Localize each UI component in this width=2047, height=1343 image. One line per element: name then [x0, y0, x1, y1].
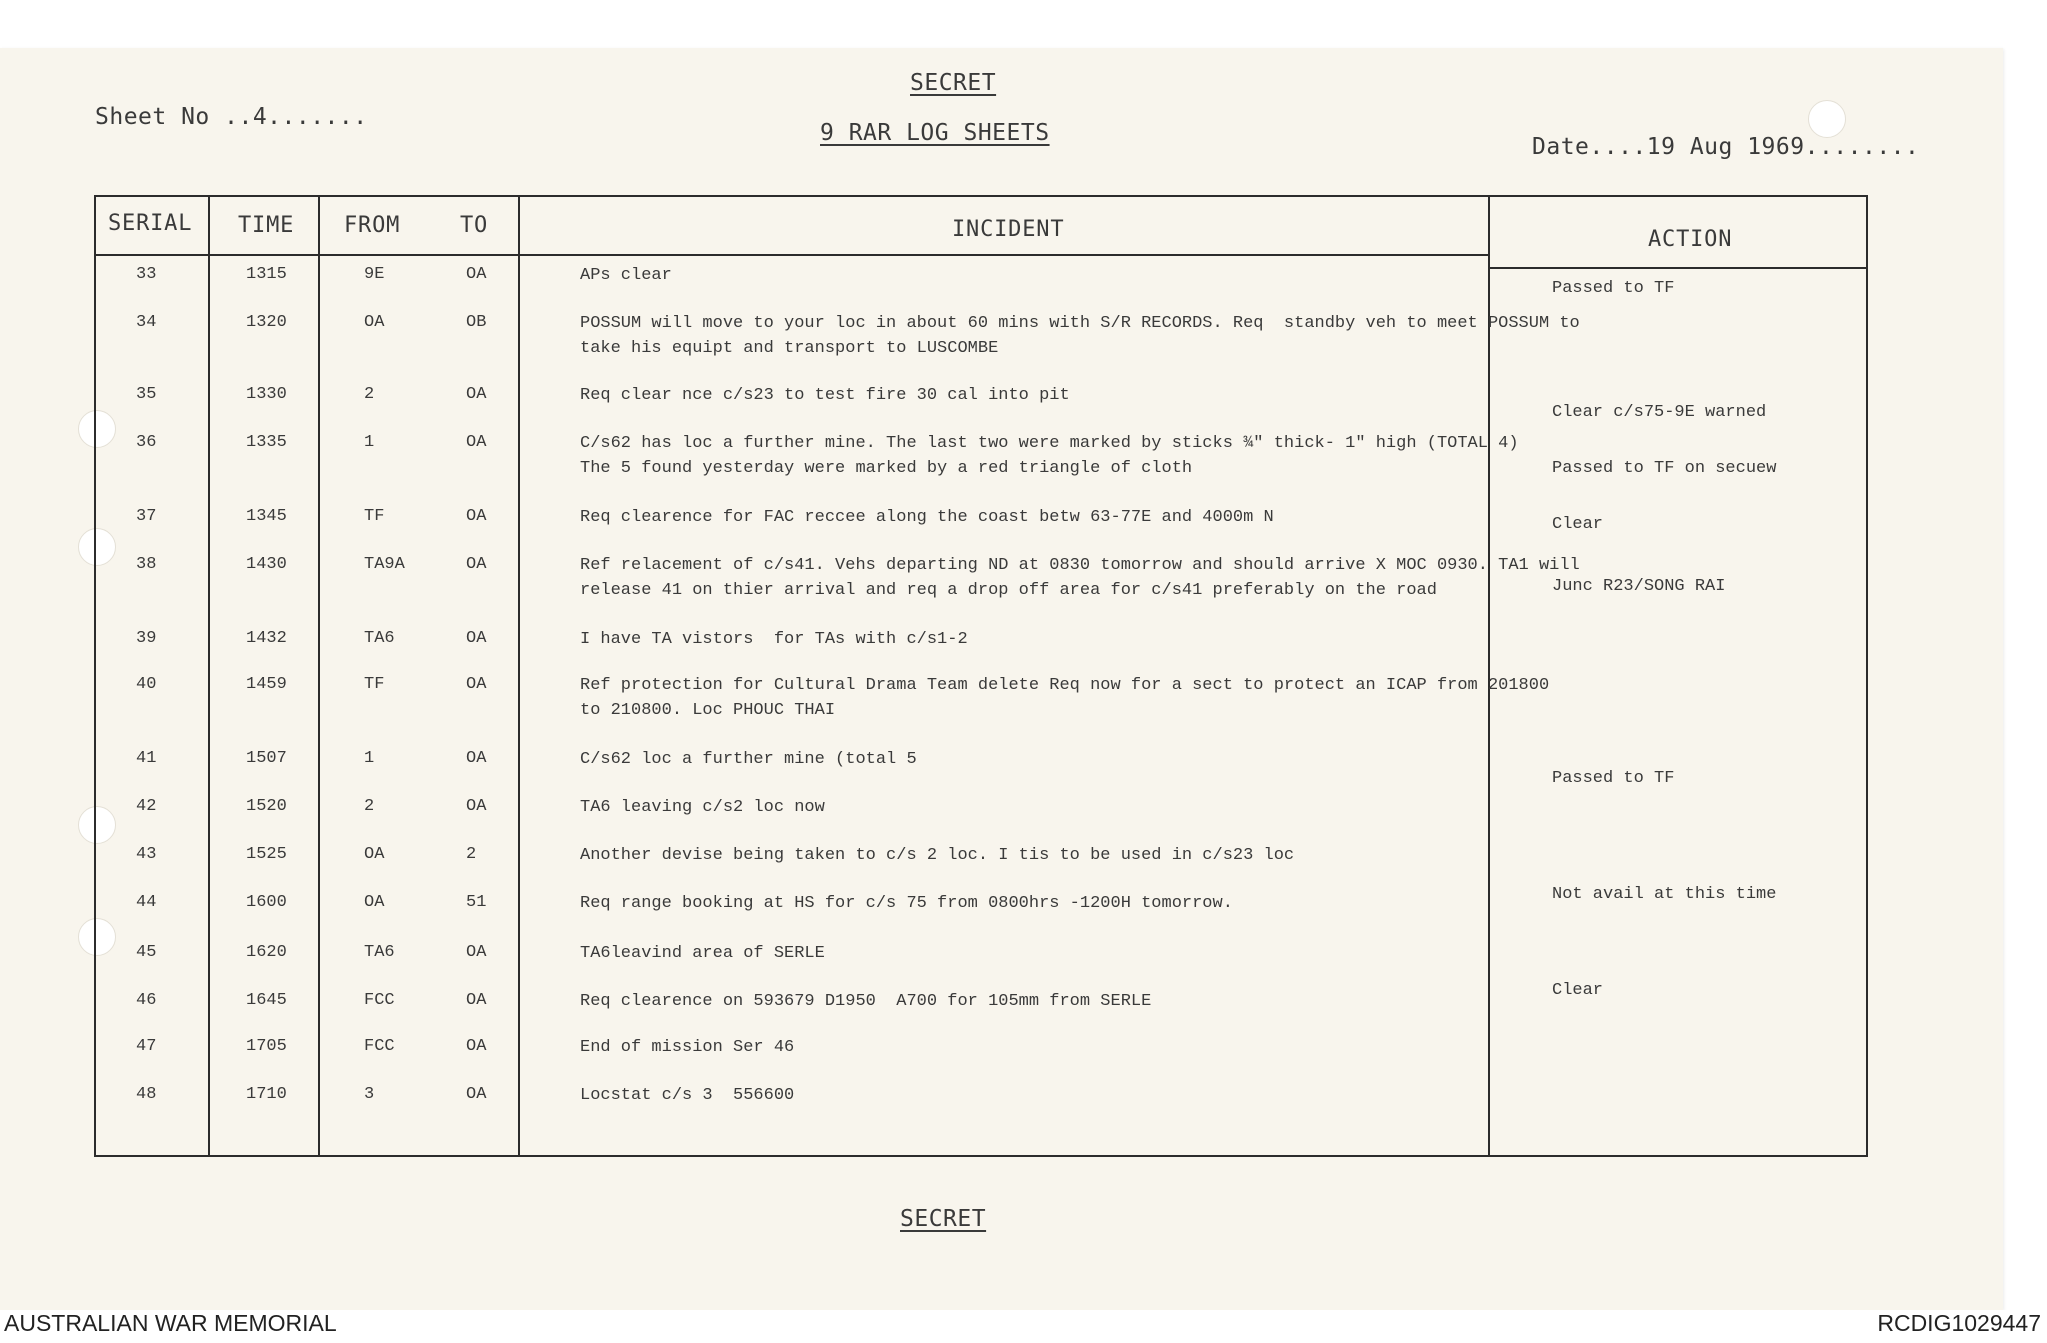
serial-cell: 39 [136, 629, 157, 648]
incident-cell: Req clearence for FAC reccee along the coast betw 63-77E and 4000m N [580, 508, 1274, 527]
classification-bottom: SECRET [900, 1206, 987, 1232]
time-cell: 1459 [246, 675, 287, 694]
serial-cell: 46 [136, 991, 157, 1010]
to-cell: OA [466, 385, 487, 404]
action-cell: Not avail at this time [1552, 885, 1777, 904]
to-cell: OA [466, 433, 487, 452]
from-cell: TF [364, 507, 385, 526]
time-cell: 1432 [246, 629, 287, 648]
serial-cell: 36 [136, 433, 157, 452]
serial-cell: 34 [136, 313, 157, 332]
time-cell: 1705 [246, 1037, 287, 1056]
to-cell: 2 [466, 845, 477, 864]
header-from: FROM [344, 213, 401, 238]
to-cell: OA [466, 265, 487, 284]
incident-cell: POSSUM will move to your loc in about 60 mins with S/R RECORDS. Req standby veh to meet POSSUM to take his equipt and transport to LUSCOMBE [580, 314, 1580, 358]
incident-cell: TA6 leaving c/s2 loc now [580, 798, 825, 817]
from-cell: 2 [364, 385, 375, 404]
to-cell: OA [466, 991, 487, 1010]
serial-cell: 38 [136, 555, 157, 574]
incident-cell: Another devise being taken to c/s 2 loc. I tis to be used in c/s23 loc [580, 846, 1295, 865]
action-cell: Clear [1552, 981, 1604, 1000]
header-time: TIME [238, 213, 295, 238]
to-cell: OA [466, 675, 487, 694]
serial-cell: 37 [136, 507, 157, 526]
to-cell: OA [466, 1037, 487, 1056]
from-cell: OA [364, 845, 385, 864]
incident-cell: TA6leavind area of SERLE [580, 944, 825, 963]
to-cell: OB [466, 313, 487, 332]
header-divider [1488, 267, 1866, 269]
action-cell: Passed to TF on secuew [1552, 459, 1777, 478]
footer-source: AUSTRALIAN WAR MEMORIAL [4, 1310, 337, 1336]
action-cell: Clear c/s75-9E warned [1552, 403, 1767, 422]
header-to: TO [460, 213, 489, 238]
to-cell: OA [466, 629, 487, 648]
log-date: Date....19 Aug 1969........ [1532, 134, 1920, 160]
time-cell: 1525 [246, 845, 287, 864]
from-cell: 1 [364, 433, 375, 452]
to-cell: OA [466, 507, 487, 526]
time-cell: 1430 [246, 555, 287, 574]
from-cell: TA6 [364, 943, 395, 962]
from-cell: 1 [364, 749, 375, 768]
time-cell: 1645 [246, 991, 287, 1010]
from-cell: 2 [364, 797, 375, 816]
to-cell: OA [466, 555, 487, 574]
from-cell: 3 [364, 1085, 375, 1104]
header-action: ACTION [1648, 227, 1733, 252]
serial-cell: 47 [136, 1037, 157, 1056]
incident-cell: Locstat c/s 3 556600 [580, 1086, 795, 1105]
time-cell: 1507 [246, 749, 287, 768]
time-cell: 1315 [246, 265, 287, 284]
serial-cell: 35 [136, 385, 157, 404]
from-cell: OA [364, 313, 385, 332]
to-cell: OA [466, 943, 487, 962]
incident-cell: Ref protection for Cultural Drama Team delete Req now for a sect to protect an ICAP from 201800 to 210800. Loc PHOUC THAI [580, 676, 1550, 720]
incident-cell: Req clear nce c/s23 to test fire 30 cal into pit [580, 386, 1070, 405]
sheet-number: Sheet No ..4....... [95, 104, 368, 130]
action-cell: Junc R23/SONG RAI [1552, 577, 1726, 596]
time-cell: 1600 [246, 893, 287, 912]
incident-cell: C/s62 loc a further mine (total 5 [580, 750, 917, 769]
serial-cell: 43 [136, 845, 157, 864]
header-incident: INCIDENT [952, 217, 1065, 242]
incident-cell: C/s62 has loc a further mine. The last two were marked by sticks ¾" thick- 1" high (TOTAL 4) The 5 found yesterday were marked by a red triangle of cloth [580, 434, 1519, 478]
time-cell: 1710 [246, 1085, 287, 1104]
time-cell: 1330 [246, 385, 287, 404]
time-cell: 1345 [246, 507, 287, 526]
incident-cell: End of mission Ser 46 [580, 1038, 795, 1057]
punch-hole [1808, 100, 1846, 138]
serial-cell: 48 [136, 1085, 157, 1104]
from-cell: FCC [364, 991, 395, 1010]
time-cell: 1320 [246, 313, 287, 332]
serial-cell: 42 [136, 797, 157, 816]
header-divider [96, 254, 1488, 256]
to-cell: OA [466, 797, 487, 816]
incident-cell: Req range booking at HS for c/s 75 from 0800hrs -1200H tomorrow. [580, 894, 1233, 913]
classification-top: SECRET [910, 70, 997, 96]
from-cell: TF [364, 675, 385, 694]
serial-cell: 41 [136, 749, 157, 768]
from-cell: OA [364, 893, 385, 912]
time-cell: 1520 [246, 797, 287, 816]
action-cell: Passed to TF [1552, 279, 1675, 298]
log-table [94, 195, 1868, 1157]
from-cell: 9E [364, 265, 385, 284]
serial-cell: 40 [136, 675, 157, 694]
header-serial: SERIAL [108, 211, 193, 236]
incident-cell: APs clear [580, 266, 672, 285]
from-cell: TA9A [364, 555, 405, 574]
serial-cell: 44 [136, 893, 157, 912]
action-cell: Clear [1552, 515, 1604, 534]
from-cell: TA6 [364, 629, 395, 648]
to-cell: OA [466, 749, 487, 768]
action-cell: Passed to TF [1552, 769, 1675, 788]
serial-cell: 33 [136, 265, 157, 284]
incident-cell: I have TA vistors for TAs with c/s1-2 [580, 630, 968, 649]
to-cell: 51 [466, 893, 487, 912]
incident-cell: Ref relacement of c/s41. Vehs departing ND at 0830 tomorrow and should arrive X MOC 0930. TA1 will release 41 on thier arrival and req a drop off area for c/s41 preferably on the road [580, 556, 1580, 600]
time-cell: 1335 [246, 433, 287, 452]
time-cell: 1620 [246, 943, 287, 962]
footer-record-id: RCDIG1029447 [1877, 1310, 2041, 1336]
from-cell: FCC [364, 1037, 395, 1056]
serial-cell: 45 [136, 943, 157, 962]
page-title: 9 RAR LOG SHEETS [820, 120, 1050, 146]
incident-cell: Req clearence on 593679 D1950 A700 for 105mm from SERLE [580, 992, 1152, 1011]
to-cell: OA [466, 1085, 487, 1104]
